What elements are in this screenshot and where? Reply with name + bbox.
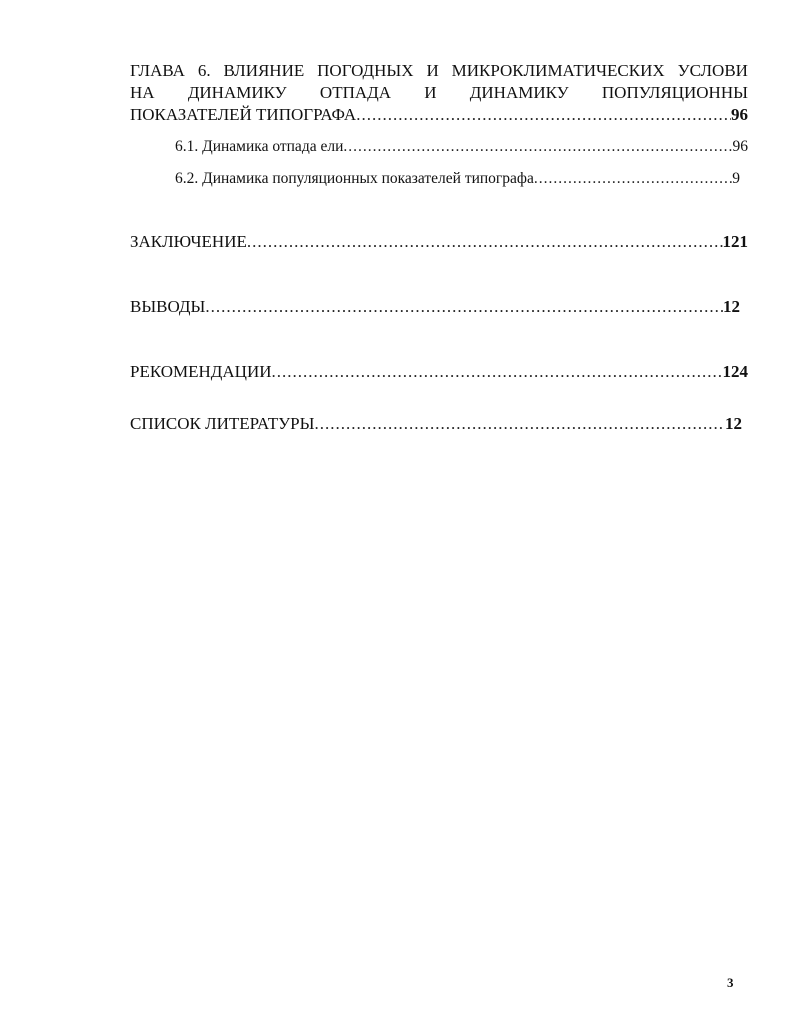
chapter-6-heading-line-1 (130, 60, 748, 82)
heading-word: ДИНАМИКУ (187, 83, 287, 102)
heading-word: МИКРОКЛИМАТИЧЕСКИХ (451, 61, 665, 80)
heading-word: УСЛОВИ (677, 61, 748, 80)
references-title: СПИСОК ЛИТЕРАТУРЫ (130, 414, 315, 433)
heading-word: ГЛАВА (130, 61, 185, 80)
chapter-6-title-end: ПОКАЗАТЕЛЕЙ ТИПОГРАФА (130, 105, 357, 124)
heading-word: И (426, 61, 439, 80)
dot-leader (272, 361, 723, 383)
recommendations-title: РЕКОМЕНДАЦИИ (130, 362, 272, 381)
heading-word: ОТПАДА (319, 83, 392, 102)
heading-word: И (424, 83, 437, 102)
page-number: 3 (727, 975, 734, 990)
heading-word: ВЛИЯНИЕ (223, 61, 305, 80)
heading-word: 6. (197, 61, 211, 80)
dot-leader (343, 136, 732, 158)
dot-leader (247, 231, 723, 253)
section-6-1-page: 96 (732, 138, 748, 155)
findings-page: 12 (723, 297, 740, 316)
dot-leader (356, 104, 731, 126)
section-6-2-page: 9 (732, 170, 740, 187)
section-6-1-title: 6.1. Динамика отпада ели (175, 138, 344, 155)
references-entry (130, 413, 742, 435)
chapter-6-entry (130, 104, 748, 126)
dot-leader (205, 296, 723, 318)
recommendations-entry (130, 361, 748, 383)
chapter-6-heading-line-2 (130, 82, 748, 104)
section-6-2-entry (175, 168, 740, 190)
heading-word: ДИНАМИКУ (469, 83, 569, 102)
references-page: 12 (725, 414, 742, 433)
conclusion-page: 121 (722, 232, 748, 251)
heading-word: НА (130, 83, 155, 102)
conclusion-entry (130, 231, 748, 253)
chapter-6-page: 96 (731, 105, 748, 124)
dot-leader (314, 413, 725, 435)
findings-entry (130, 296, 740, 318)
heading-word: ПОГОДНЫХ (317, 61, 414, 80)
recommendations-page: 124 (722, 362, 748, 381)
findings-title: ВЫВОДЫ (130, 297, 206, 316)
dot-leader (534, 168, 732, 190)
section-6-2-title: 6.2. Динамика популяционных показателей типографа (175, 170, 534, 187)
section-6-1-entry (175, 136, 748, 158)
heading-word: ПОПУЛЯЦИОННЫ (601, 83, 748, 102)
conclusion-title: ЗАКЛЮЧЕНИЕ (130, 232, 247, 251)
